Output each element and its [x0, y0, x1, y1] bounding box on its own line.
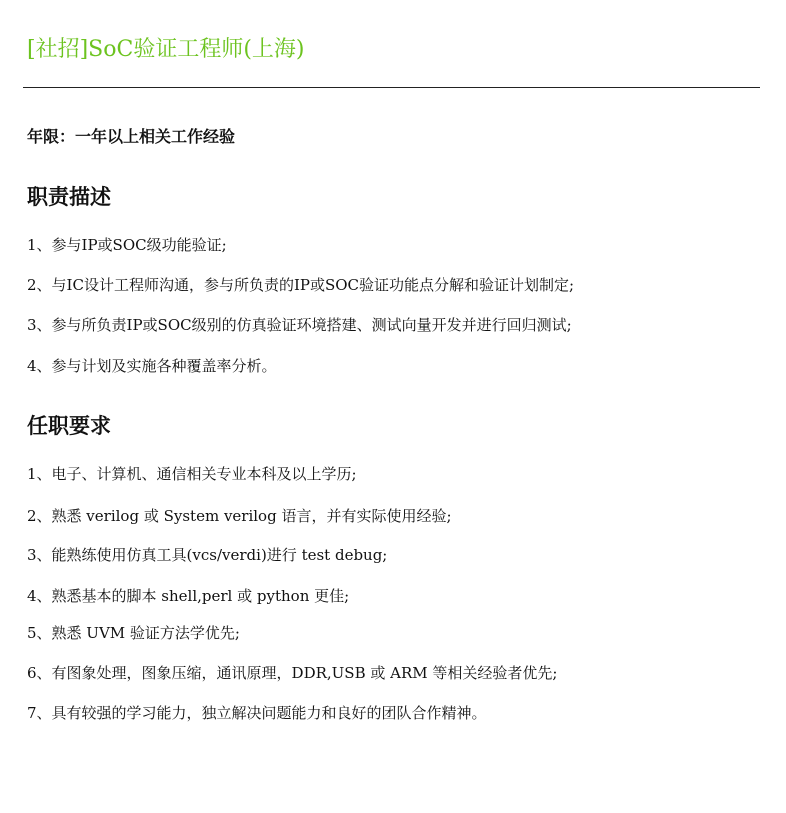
job-title: [社招]SoC验证工程师(上海): [27, 37, 305, 62]
requirement-item: 4、熟悉基本的脚本 shell,perl 或 python 更佳;: [27, 587, 350, 605]
requirement-item: 3、能熟练使用仿真工具(vcs/verdi)进行 test debug;: [27, 546, 388, 564]
requirement-item: 5、熟悉 UVM 验证方法学优先;: [27, 624, 240, 642]
years-requirement: 年限：一年以上相关工作经验: [27, 127, 236, 146]
duties-heading: 职责描述: [27, 185, 111, 209]
duty-item: 4、参与计划及实施各种覆盖率分析。: [27, 357, 277, 375]
requirement-item: 7、具有较强的学习能力，独立解决问题能力和良好的团队合作精神。: [27, 704, 487, 722]
duty-item: 3、参与所负责IP或SOC级别的仿真验证环境搭建、测试向量开发并进行回归测试;: [27, 316, 572, 334]
requirement-item: 2、熟悉 verilog 或 System verilog 语言，并有实际使用经验;: [27, 507, 452, 525]
duty-item: 2、与IC设计工程师沟通，参与所负责的IP或SOC验证功能点分解和验证计划制定;: [27, 276, 575, 294]
requirements-heading: 任职要求: [27, 414, 111, 438]
requirement-item: 1、电子、计算机、通信相关专业本科及以上学历;: [27, 465, 357, 483]
title-divider: [23, 87, 760, 88]
requirement-item: 6、有图象处理，图象压缩，通讯原理，DDR,USB 或 ARM 等相关经验者优先;: [27, 664, 558, 682]
duty-item: 1、参与IP或SOC级功能验证;: [27, 236, 227, 254]
